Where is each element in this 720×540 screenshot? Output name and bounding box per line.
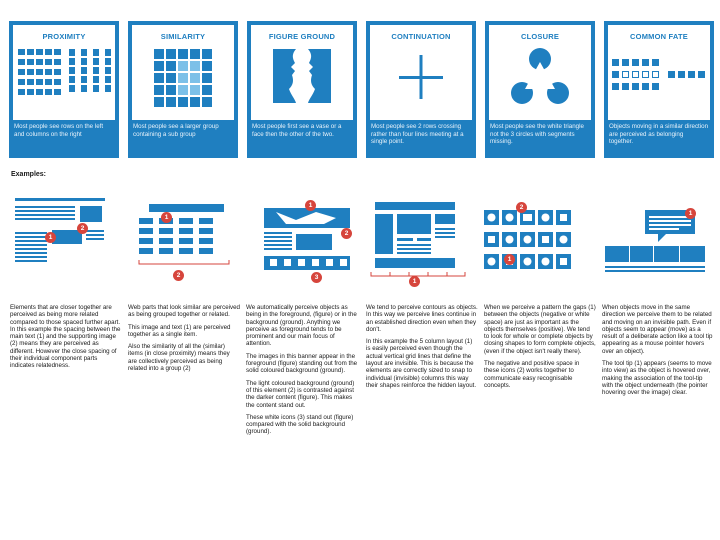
description-paragraph: We tend to perceive contours as objects. In this way we perceive lines continue in an established direction even when they don't. [366,304,478,333]
example-figure-ground [246,190,356,288]
card-panel [370,25,472,120]
card-caption: Most people see rows on the left and columns on the right [14,123,104,138]
card-caption: Most people see a larger group containing a sub group [133,123,219,138]
proximity-illustration [13,45,115,117]
card-caption: Most people first see a vase or a face then the other of the two. [252,123,342,138]
description-common-fate [602,304,714,402]
description-paragraph: When objects move in the same direction we perceive them to be related and moving on an invisible path. Even if objects seem to appear (move) as a result of a deliberate action like a tool tip appearing as a mouse pointer hovers over an object). [602,304,713,355]
similarity-illustration [132,45,234,117]
vase-faces-illustration [251,45,353,117]
card-panel [251,25,353,120]
description-paragraph: These white icons (3) stand out (figure) compared with the solid background (ground). [246,413,354,436]
card-title: PROXIMITY [42,32,86,41]
description-paragraph: Elements that are closer together are perceived as being more related compared to those spaced further apart. In this example the spacing between the main text (1) and the supporting image (2) means they are perceived as different. However the close spacing of their individual component parts indicates relatedness. [10,304,121,370]
crossing-lines-illustration [370,45,472,117]
description-similarity [128,304,240,377]
badge-2: 2 [341,228,352,239]
card-similarity [128,21,238,158]
badge-1: 1 [504,254,515,265]
card-title: CLOSURE [520,32,560,41]
badge-2: 2 [77,223,88,234]
example-similarity [129,190,239,288]
description-paragraph: We automatically perceive objects as being in the foreground, (figure) or in the background (ground). Anything we perceive as foreground tends to be prominent and our main focus of attention. [246,304,357,348]
description-figure-ground [246,304,358,441]
continuation-example-image [365,190,475,288]
description-closure [484,304,596,394]
example-proximity [10,190,120,288]
description-paragraph: When we perceive a pattern the gaps (1) between the objects (negative or white space) are just as important as the objects themselves (positive). We tend to look for whole or complete objects by closing shapes to form complete objects, (even if the object isn't really there). [484,304,596,355]
card-common-fate [604,21,714,158]
card-title: FIGURE GROUND [268,32,336,41]
card-panel [132,25,234,120]
description-paragraph: Web parts that look similar are perceived as being grouped together or related. [128,304,240,319]
badge-1: 1 [409,276,420,287]
closure-triangle-illustration [489,45,591,117]
card-figure-ground [247,21,357,158]
similarity-example-image [129,190,239,288]
card-continuation [366,21,476,158]
example-common-fate [603,190,713,288]
description-proximity [10,304,122,375]
card-panel [13,25,115,120]
badge-1: 1 [161,212,172,223]
example-closure [484,190,594,288]
description-paragraph: This image and text (1) are perceived together as a single item. [128,323,231,338]
description-continuation [366,304,478,394]
description-paragraph: The negative and positive space in these icons (2) works together to communicate easy recognisable concepts. [484,360,580,389]
badge-1: 1 [685,208,696,219]
examples-heading: Examples: [11,171,47,178]
badge-3: 3 [311,272,322,283]
figure-ground-example-image [246,190,356,288]
card-proximity [9,21,119,158]
badge-2: 2 [173,270,184,281]
proximity-example-image [10,190,120,288]
description-paragraph: Also the similarity of all the (similar) items (in close proximity) means they are collectively perceived as being related into a group (2) [128,343,230,373]
card-closure [485,21,595,158]
description-paragraph: The images in this banner appear in the foreground (figure) standing out from the solid coloured background (ground). [246,352,358,375]
badge-1: 1 [45,232,56,243]
description-paragraph: In this example the 5 column layout (1) is easily perceived even though the actual vertical grid lines that define the layout are invisible. This is because the elements are correctly sized to snap to individual (invisible) columns this way their shapes reinforce the hidden layout. [366,338,477,389]
badge-2: 2 [516,202,527,213]
description-paragraph: The light coloured background (ground) of this element (2) is contrasted against the darker content (figure). This makes the content stand out. [246,379,355,409]
closure-example-icons [484,190,594,288]
card-title: SIMILARITY [160,32,206,41]
common-fate-example-image [603,190,713,288]
badge-1: 1 [305,200,316,211]
common-fate-illustration [608,45,710,117]
card-caption: Most people see 2 rows crossing rather than four lines meeting at a single point. [371,123,464,146]
card-caption: Objects moving in a similar direction are perceived as belonging together. [609,123,709,146]
card-caption: Most people see the white triangle not the 3 circles with segments missing. [490,123,584,146]
description-paragraph: The tool tip (1) appears (seems to move into view) as the object is hovered over, making the association of the tool-tip with the object underneath (the pointer hovering over the image) clear. [602,360,712,397]
card-title: CONTINUATION [391,32,451,41]
example-continuation [365,190,475,288]
card-title: COMMON FATE [630,32,688,41]
card-panel [608,25,710,120]
card-panel [489,25,591,120]
